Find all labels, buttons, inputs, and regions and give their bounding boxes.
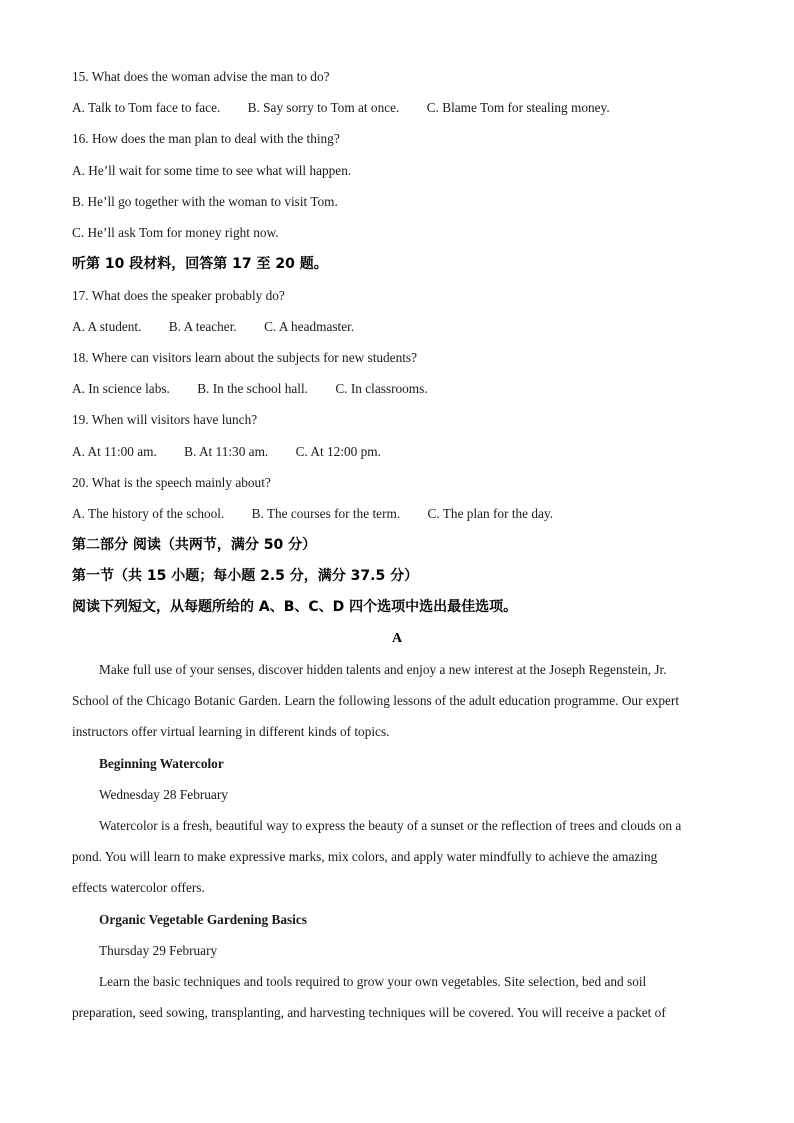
question-17: 17. What does the speaker probably do? — [72, 288, 285, 303]
question-17-options — [72, 318, 722, 336]
question-16: 16. How does the man plan to deal with the thing? — [72, 131, 340, 146]
option-17-b: B. A teacher. — [168, 319, 237, 334]
course-2-desc-line-1: Learn the basic techniques and tools required to grow your own vegetables. Site selection, bed and soil — [99, 974, 647, 989]
question-15: 15. What does the woman advise the man to do? — [72, 69, 330, 84]
question-20: 20. What is the speech mainly about? — [72, 475, 271, 490]
course-1-desc-line-3: effects watercolor offers. — [72, 880, 205, 895]
section-1-heading: 第一节（共 15 小题；每小题 2.5 分，满分 37.5 分） — [72, 568, 419, 584]
option-20-b: B. The courses for the term. — [251, 506, 401, 521]
question-19: 19. When will visitors have lunch? — [72, 412, 258, 427]
course-1-desc-line-1: Watercolor is a fresh, beautiful way to express the beauty of a sunset or the reflection of trees and clouds on a — [99, 818, 682, 833]
option-18-c: C. In classrooms. — [335, 381, 428, 396]
reading-instruction: 阅读下列短文，从每题所给的 A、B、C、D 四个选项中选出最佳选项。 — [72, 599, 518, 615]
option-19-c: C. At 12:00 pm. — [295, 444, 381, 459]
course-2-date: Thursday 29 February — [99, 943, 218, 958]
intro-line-3: instructors offer virtual learning in different kinds of topics. — [72, 724, 390, 739]
intro-line-1: Make full use of your senses, discover hidden talents and enjoy a new interest at the Joseph Regenstein, Jr. — [99, 662, 667, 677]
option-15-a: A. Talk to Tom face to face. — [72, 100, 221, 115]
option-19-b: B. At 11:30 am. — [184, 444, 269, 459]
option-16-b: B. He’ll go together with the woman to visit Tom. — [72, 194, 338, 209]
option-18-a: A. In science labs. — [72, 381, 170, 396]
course-2-title: Organic Vegetable Gardening Basics — [99, 912, 307, 927]
passage-label: A — [391, 631, 403, 646]
course-1-date: Wednesday 28 February — [99, 787, 228, 802]
course-1-title: Beginning Watercolor — [99, 756, 224, 771]
option-17-c: C. A headmaster. — [264, 319, 355, 334]
option-16-c: C. He’ll ask Tom for money right now. — [72, 225, 279, 240]
intro-line-2: School of the Chicago Botanic Garden. Learn the following lessons of the adult education programme. Our expert — [72, 693, 680, 708]
option-16-a: A. He’ll wait for some time to see what will happen. — [72, 163, 352, 178]
question-18-options — [72, 380, 722, 398]
question-18: 18. Where can visitors learn about the subjects for new students? — [72, 350, 418, 365]
option-19-a: A. At 11:00 am. — [72, 444, 157, 459]
option-15-b: B. Say sorry to Tom at once. — [247, 100, 400, 115]
option-20-c: C. The plan for the day. — [427, 506, 554, 521]
course-2-desc-line-2: preparation, seed sowing, transplanting, and harvesting techniques will be covered. You will receive a packet of — [72, 1005, 666, 1020]
option-20-a: A. The history of the school. — [72, 506, 225, 521]
question-20-options — [72, 505, 722, 523]
option-15-c: C. Blame Tom for stealing money. — [426, 100, 610, 115]
section-10-heading: 听第 10 段材料，回答第 17 至 20 题。 — [72, 256, 328, 272]
option-18-b: B. In the school hall. — [197, 381, 308, 396]
course-1-desc-line-2: pond. You will learn to make expressive marks, mix colors, and apply water mindfully to achieve the amazing — [72, 849, 658, 864]
question-15-options — [72, 99, 722, 117]
part-2-heading: 第二部分 阅读（共两节，满分 50 分） — [72, 537, 317, 553]
question-19-options — [72, 443, 722, 461]
option-17-a: A. A student. — [72, 319, 142, 334]
